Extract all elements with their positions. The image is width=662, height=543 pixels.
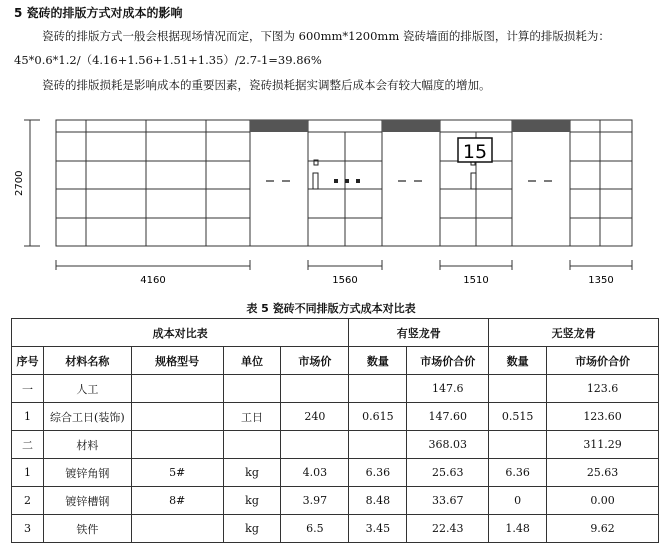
table-cell: 3: [12, 515, 44, 543]
col-header: 数量: [349, 347, 407, 375]
width-label-1: 4160: [140, 275, 166, 286]
table-cell: [131, 515, 223, 543]
table-cell: 147.6: [407, 375, 489, 403]
table-cell: 368.03: [407, 431, 489, 459]
table-cell: 二: [12, 431, 44, 459]
table-cell: 123.60: [547, 403, 659, 431]
table-cell: [223, 431, 281, 459]
tile-layout-drawing: [0, 108, 662, 293]
table-cell: 2: [12, 487, 44, 515]
height-dimension: [24, 120, 40, 246]
group-cost-header: 成本对比表: [12, 319, 349, 347]
wall-elevation: [56, 120, 632, 246]
table-cell: 0.515: [489, 403, 547, 431]
wall-fixtures: [313, 160, 476, 189]
table-cell: 9.62: [547, 515, 659, 543]
table-cell: [131, 431, 223, 459]
table-cell: 25.63: [547, 459, 659, 487]
paragraph-1: 瓷砖的排版方式一般会根据现场情况而定，下图为 600mm*1200mm 瓷砖墙面的排版图，计算的排版损耗为：: [42, 29, 610, 43]
table-cell: 0: [489, 487, 547, 515]
loss-formula: 45*0.6*1.2/（4.16+1.56+1.51+1.35）/2.7-1=39.86%: [14, 53, 322, 67]
table-cell: 33.67: [407, 487, 489, 515]
width-label-3: 1510: [463, 275, 489, 286]
table-row: [12, 459, 659, 487]
table-cell: 镀锌角钢: [43, 459, 131, 487]
height-dimension-label: 2700: [14, 170, 25, 196]
table-cell: 5#: [131, 459, 223, 487]
table-row: [12, 375, 659, 403]
table-cell: 6.36: [349, 459, 407, 487]
room-number: 15: [462, 141, 488, 163]
table-group-header: [12, 319, 659, 347]
table-cell: 1: [12, 403, 44, 431]
table-cell: 1: [12, 459, 44, 487]
table-cell: 123.6: [547, 375, 659, 403]
col-header: 序号: [12, 347, 44, 375]
table-cell: 3.45: [349, 515, 407, 543]
table-cell: [489, 375, 547, 403]
table-cell: 综合工日(装饰): [43, 403, 131, 431]
table-cell: [489, 431, 547, 459]
table-cell: [349, 431, 407, 459]
table-cell: 0.615: [349, 403, 407, 431]
table-cell: 6.36: [489, 459, 547, 487]
socket-dots: [334, 179, 360, 183]
table-column-header: [12, 347, 659, 375]
table-cell: 3.97: [281, 487, 349, 515]
width-label-4: 1350: [588, 275, 614, 286]
paragraph-2: 瓷砖的排版损耗是影响成本的重要因素，瓷砖损耗据实调整后成本会有较大幅度的增加。: [42, 78, 491, 92]
table-row: [12, 431, 659, 459]
cost-comparison-table: [11, 318, 659, 543]
table-cell: 一: [12, 375, 44, 403]
table-cell: 铁件: [43, 515, 131, 543]
col-header: 市场价: [281, 347, 349, 375]
width-dimensions: [56, 260, 632, 270]
table-cell: 0.00: [547, 487, 659, 515]
table-cell: 1.48: [489, 515, 547, 543]
table-cell: 4.03: [281, 459, 349, 487]
section-heading: 5 瓷砖的排版方式对成本的影响: [14, 6, 183, 20]
table-cell: 材料: [43, 431, 131, 459]
group-without-keel-header: 无竖龙骨: [489, 319, 659, 347]
col-header: 规格型号: [131, 347, 223, 375]
table-cell: 工日: [223, 403, 281, 431]
width-label-2: 1560: [332, 275, 358, 286]
table-cell: [223, 375, 281, 403]
table-cell: 6.5: [281, 515, 349, 543]
table-cell: 25.63: [407, 459, 489, 487]
table-cell: [131, 403, 223, 431]
col-header: 材料名称: [43, 347, 131, 375]
group-with-keel-header: 有竖龙骨: [349, 319, 489, 347]
table-cell: 8#: [131, 487, 223, 515]
table-cell: 240: [281, 403, 349, 431]
table-cell: kg: [223, 487, 281, 515]
table-cell: [281, 375, 349, 403]
table-cell: 8.48: [349, 487, 407, 515]
table-cell: 22.43: [407, 515, 489, 543]
table-row: [12, 403, 659, 431]
table-cell: kg: [223, 459, 281, 487]
table-cell: [131, 375, 223, 403]
table-cell: [281, 431, 349, 459]
table-cell: 人工: [43, 375, 131, 403]
table-cell: kg: [223, 515, 281, 543]
table-cell: 147.60: [407, 403, 489, 431]
col-header: 单位: [223, 347, 281, 375]
col-header: 市场价合价: [547, 347, 659, 375]
col-header: 数量: [489, 347, 547, 375]
table-cell: 311.29: [547, 431, 659, 459]
table-row: [12, 515, 659, 543]
table-cell: 镀锌槽钢: [43, 487, 131, 515]
table-row: [12, 487, 659, 515]
lintel-hatching: [250, 120, 570, 132]
table-caption: 表 5 瓷砖不同排版方式成本对比表: [246, 302, 416, 315]
table-cell: [349, 375, 407, 403]
col-header: 市场价合价: [407, 347, 489, 375]
